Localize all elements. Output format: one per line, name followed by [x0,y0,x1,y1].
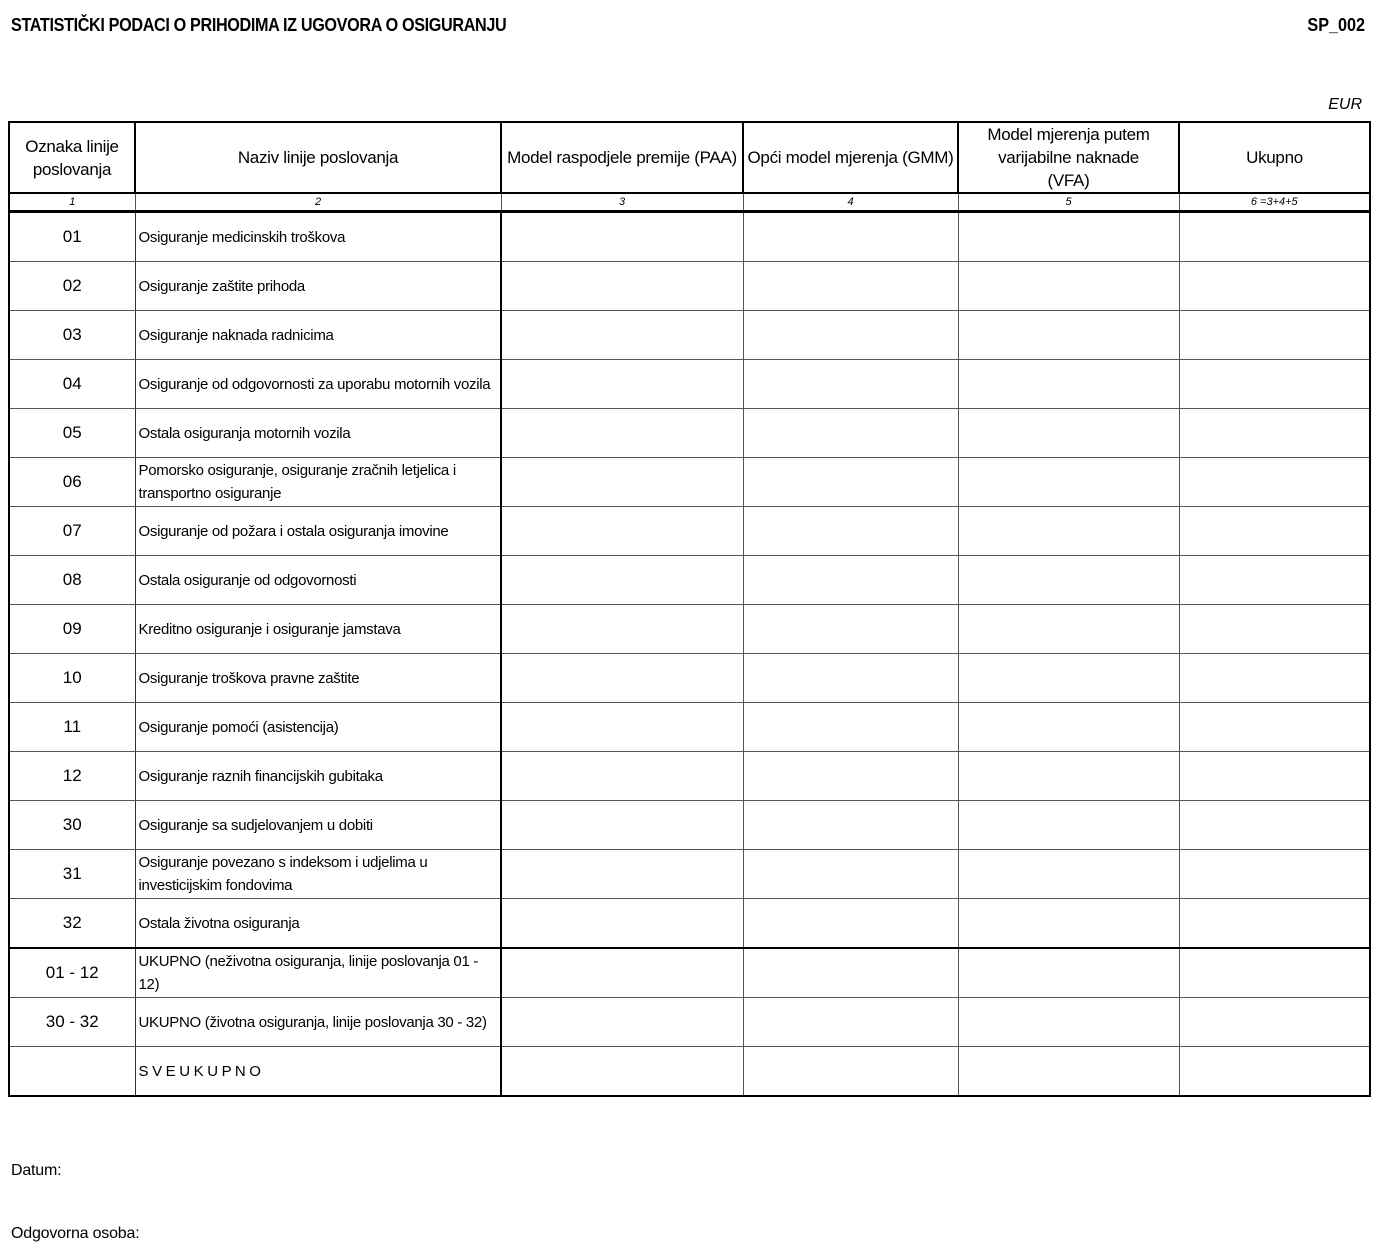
value-cell-vfa[interactable] [958,1047,1179,1097]
value-cell-paa[interactable] [501,948,743,998]
value-cell-total[interactable] [1179,409,1370,458]
table-row [9,752,1370,801]
value-cell-gmm[interactable] [743,507,958,556]
value-cell-total[interactable] [1179,507,1370,556]
column-number: 6 =3+4+5 [1179,193,1370,212]
column-number: 1 [9,193,135,212]
line-name: Pomorsko osiguranje, osiguranje zračnih letjelica i transportno osiguranje [135,458,501,507]
value-cell-total[interactable] [1179,998,1370,1047]
line-code [9,1047,135,1097]
line-code: 08 [9,556,135,605]
value-cell-gmm[interactable] [743,850,958,899]
value-cell-vfa[interactable] [958,360,1179,409]
table-row [9,262,1370,311]
value-cell-vfa[interactable] [958,605,1179,654]
value-cell-vfa[interactable] [958,212,1179,262]
column-number: 4 [743,193,958,212]
value-cell-paa[interactable] [501,458,743,507]
value-cell-gmm[interactable] [743,703,958,752]
value-cell-vfa[interactable] [958,311,1179,360]
value-cell-paa[interactable] [501,360,743,409]
value-cell-gmm[interactable] [743,262,958,311]
column-number: 3 [501,193,743,212]
value-cell-vfa[interactable] [958,899,1179,949]
column-number: 5 [958,193,1179,212]
table-row [9,507,1370,556]
value-cell-total[interactable] [1179,850,1370,899]
line-name: Ostala osiguranja motornih vozila [135,409,501,458]
date-label: Datum: [11,1162,62,1179]
value-cell-paa[interactable] [501,409,743,458]
line-name: Osiguranje zaštite prihoda [135,262,501,311]
column-header: Opći model mjerenja (GMM) [743,122,958,193]
column-header: Oznaka linije poslovanja [9,122,135,193]
line-code: 05 [9,409,135,458]
value-cell-vfa[interactable] [958,654,1179,703]
value-cell-total[interactable] [1179,556,1370,605]
value-cell-total[interactable] [1179,262,1370,311]
table-row [9,850,1370,899]
line-name: Osiguranje raznih financijskih gubitaka [135,752,501,801]
value-cell-gmm[interactable] [743,948,958,998]
table-row [9,654,1370,703]
value-cell-vfa[interactable] [958,752,1179,801]
column-header: Ukupno [1179,122,1370,193]
table-row [9,801,1370,850]
table-row [9,212,1370,262]
column-header: Model raspodjele premije (PAA) [501,122,743,193]
value-cell-paa[interactable] [501,605,743,654]
value-cell-paa[interactable] [501,654,743,703]
line-code: 04 [9,360,135,409]
line-name: Osiguranje povezano s indeksom i udjelima u investicijskim fondovima [135,850,501,899]
table-row [9,998,1370,1047]
value-cell-gmm[interactable] [743,360,958,409]
table-row [9,409,1370,458]
statistics-table [8,121,1371,1097]
value-cell-total[interactable] [1179,899,1370,949]
value-cell-gmm[interactable] [743,998,958,1047]
value-cell-gmm[interactable] [743,654,958,703]
value-cell-gmm[interactable] [743,899,958,949]
value-cell-paa[interactable] [501,311,743,360]
value-cell-gmm[interactable] [743,1047,958,1097]
line-name: Osiguranje naknada radnicima [135,311,501,360]
line-name: Ostala životna osiguranja [135,899,501,949]
value-cell-paa[interactable] [501,262,743,311]
value-cell-paa[interactable] [501,899,743,949]
table-row [9,360,1370,409]
line-code: 30 - 32 [9,998,135,1047]
line-code: 12 [9,752,135,801]
value-cell-paa[interactable] [501,752,743,801]
value-cell-total[interactable] [1179,801,1370,850]
value-cell-paa[interactable] [501,507,743,556]
line-code: 10 [9,654,135,703]
line-name: Osiguranje pomoći (asistencija) [135,703,501,752]
value-cell-vfa[interactable] [958,948,1179,998]
value-cell-gmm[interactable] [743,605,958,654]
value-cell-vfa[interactable] [958,458,1179,507]
line-code: 11 [9,703,135,752]
value-cell-total[interactable] [1179,212,1370,262]
responsible-person-label: Odgovorna osoba: [11,1225,140,1242]
value-cell-vfa[interactable] [958,556,1179,605]
value-cell-total[interactable] [1179,311,1370,360]
value-cell-gmm[interactable] [743,311,958,360]
table-row [9,1047,1370,1097]
column-number: 2 [135,193,501,212]
value-cell-total[interactable] [1179,654,1370,703]
line-code: 03 [9,311,135,360]
value-cell-vfa[interactable] [958,507,1179,556]
line-name: Osiguranje troškova pravne zaštite [135,654,501,703]
value-cell-vfa[interactable] [958,801,1179,850]
value-cell-gmm[interactable] [743,801,958,850]
line-name: Ostala osiguranje od odgovornosti [135,556,501,605]
value-cell-vfa[interactable] [958,409,1179,458]
line-code: 01 [9,212,135,262]
table-row [9,556,1370,605]
value-cell-paa[interactable] [501,850,743,899]
value-cell-paa[interactable] [501,703,743,752]
form-code: SP_002 [1307,15,1365,35]
line-code: 31 [9,850,135,899]
column-header: Naziv linije poslovanja [135,122,501,193]
value-cell-gmm[interactable] [743,556,958,605]
line-name: Osiguranje od odgovornosti za uporabu motornih vozila [135,360,501,409]
value-cell-total[interactable] [1179,1047,1370,1097]
value-cell-total[interactable] [1179,948,1370,998]
value-cell-paa[interactable] [501,1047,743,1097]
page-title: STATISTIČKI PODACI O PRIHODIMA IZ UGOVORA O OSIGURANJU [11,15,507,35]
line-name: Osiguranje od požara i ostala osiguranja imovine [135,507,501,556]
table-row [9,703,1370,752]
line-name: UKUPNO (neživotna osiguranja, linije poslovanja 01 - 12) [135,948,501,998]
table-row [9,605,1370,654]
line-code: 07 [9,507,135,556]
value-cell-gmm[interactable] [743,212,958,262]
value-cell-paa[interactable] [501,998,743,1047]
line-name: Osiguranje sa sudjelovanjem u dobiti [135,801,501,850]
value-cell-vfa[interactable] [958,850,1179,899]
line-code: 02 [9,262,135,311]
value-cell-gmm[interactable] [743,752,958,801]
table-row [9,899,1370,949]
value-cell-total[interactable] [1179,360,1370,409]
line-code: 30 [9,801,135,850]
table-row [9,311,1370,360]
column-header: Model mjerenja putem varijabilne naknade (VFA) [958,122,1179,193]
value-cell-gmm[interactable] [743,409,958,458]
value-cell-paa[interactable] [501,212,743,262]
line-name: Kreditno osiguranje i osiguranje jamstava [135,605,501,654]
currency-label: EUR [1328,96,1362,113]
value-cell-total[interactable] [1179,752,1370,801]
value-cell-gmm[interactable] [743,458,958,507]
value-cell-total[interactable] [1179,703,1370,752]
line-code: 01 - 12 [9,948,135,998]
value-cell-vfa[interactable] [958,703,1179,752]
value-cell-paa[interactable] [501,801,743,850]
value-cell-vfa[interactable] [958,262,1179,311]
value-cell-vfa[interactable] [958,998,1179,1047]
value-cell-total[interactable] [1179,458,1370,507]
table-row [9,948,1370,998]
line-name: Osiguranje medicinskih troškova [135,212,501,262]
line-code: 32 [9,899,135,949]
line-code: 06 [9,458,135,507]
line-code: 09 [9,605,135,654]
table-row [9,458,1370,507]
line-name: S V E U K U P N O [135,1047,501,1097]
value-cell-total[interactable] [1179,605,1370,654]
value-cell-paa[interactable] [501,556,743,605]
line-name: UKUPNO (životna osiguranja, linije poslovanja 30 - 32) [135,998,501,1047]
